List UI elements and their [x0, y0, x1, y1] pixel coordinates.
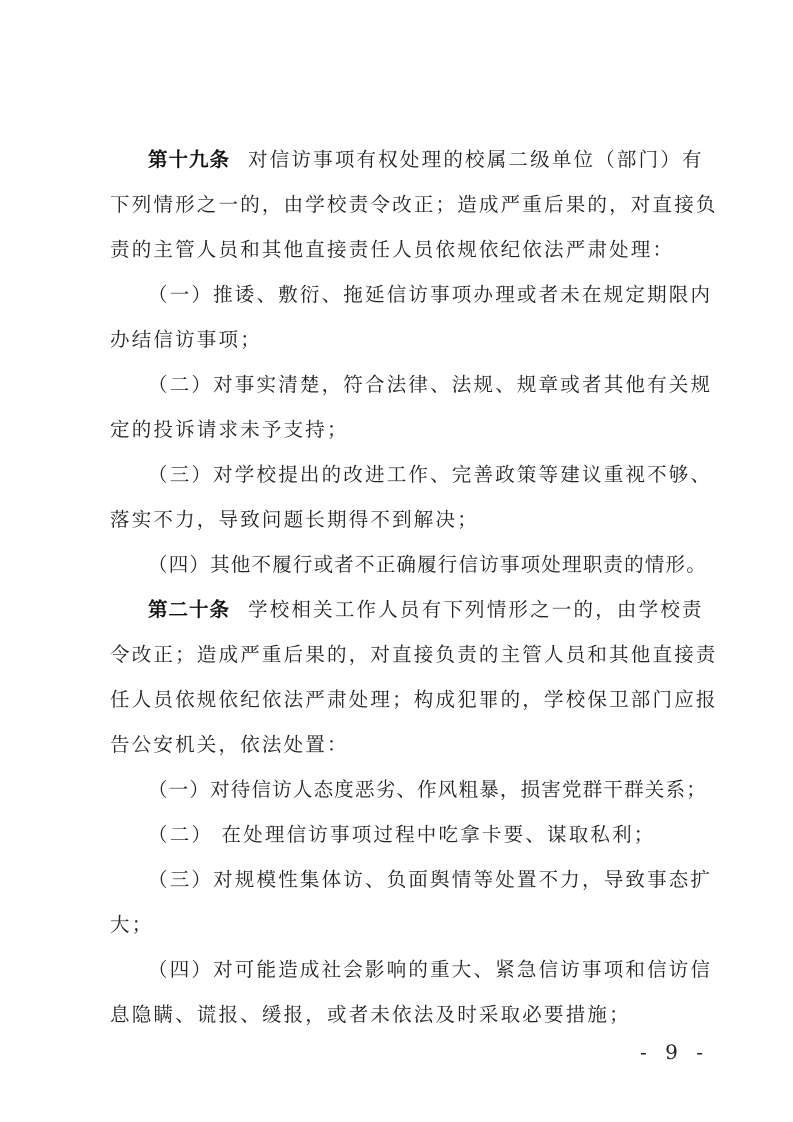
article-20-line-1: 令改正；造成严重后果的，对直接负责的主管人员和其他直接责 — [110, 643, 718, 666]
article-20-intro: 学校相关工作人员有下列情形之一的，由学校责 — [248, 598, 704, 621]
article-20-item-4-line-2: 息隐瞒、谎报、缓报，或者未依法及时采取必要措施； — [110, 1003, 631, 1026]
article-20-line-2: 任人员依规依纪依法严肃处理；构成犯罪的，学校保卫部门应报 — [110, 688, 718, 711]
article-20-item-4-line-1: （四）对可能造成社会影响的重大、紧急信访事项和信访信 — [148, 958, 713, 981]
article-19-item-1-line-1: （一）推诿、敷衍、拖延信访事项办理或者未在规定期限内 — [148, 283, 713, 306]
article-19-item-4-line-1: （四）其他不履行或者不正确履行信访事项处理职责的情形。 — [148, 553, 707, 576]
article-20-title: 第二十条 — [148, 598, 231, 621]
article-20-item-2-line-1: （二） 在处理信访事项过程中吃拿卡要、谋取私利； — [148, 823, 656, 846]
article-19-line-1: 下列情形之一的，由学校责令改正；造成严重后果的，对直接负 — [110, 193, 718, 216]
article-20-first-line — [148, 598, 748, 622]
article-19-title: 第十九条 — [148, 148, 231, 171]
article-20-line-3: 告公安机关，依法处置： — [110, 733, 349, 756]
article-19-item-1-line-2: 办结信访事项； — [110, 328, 262, 351]
article-20-item-1-line-1: （一）对待信访人态度恶劣、作风粗暴，损害党群干群关系； — [148, 778, 707, 801]
article-19-first-line — [148, 148, 748, 172]
article-19-item-3-line-2: 落实不力，导致问题长期得不到解决； — [110, 508, 479, 531]
article-19-intro: 对信访事项有权处理的校属二级单位（部门）有 — [248, 148, 704, 171]
article-19-item-3-line-1: （三）对学校提出的改进工作、完善政策等建议重视不够、 — [148, 463, 713, 486]
article-19-line-2: 责的主管人员和其他直接责任人员依规依纪依法严肃处理： — [110, 238, 675, 261]
article-19-item-2-line-1: （二）对事实清楚，符合法律、法规、规章或者其他有关规 — [148, 373, 713, 396]
page-number: - 9 - — [640, 1040, 709, 1064]
article-20-item-3-line-1: （三）对规模性集体访、负面舆情等处置不力，导致事态扩 — [148, 868, 713, 891]
article-19-item-2-line-2: 定的投诉请求未予支持； — [110, 418, 349, 441]
article-20-item-3-line-2: 大； — [110, 913, 154, 936]
